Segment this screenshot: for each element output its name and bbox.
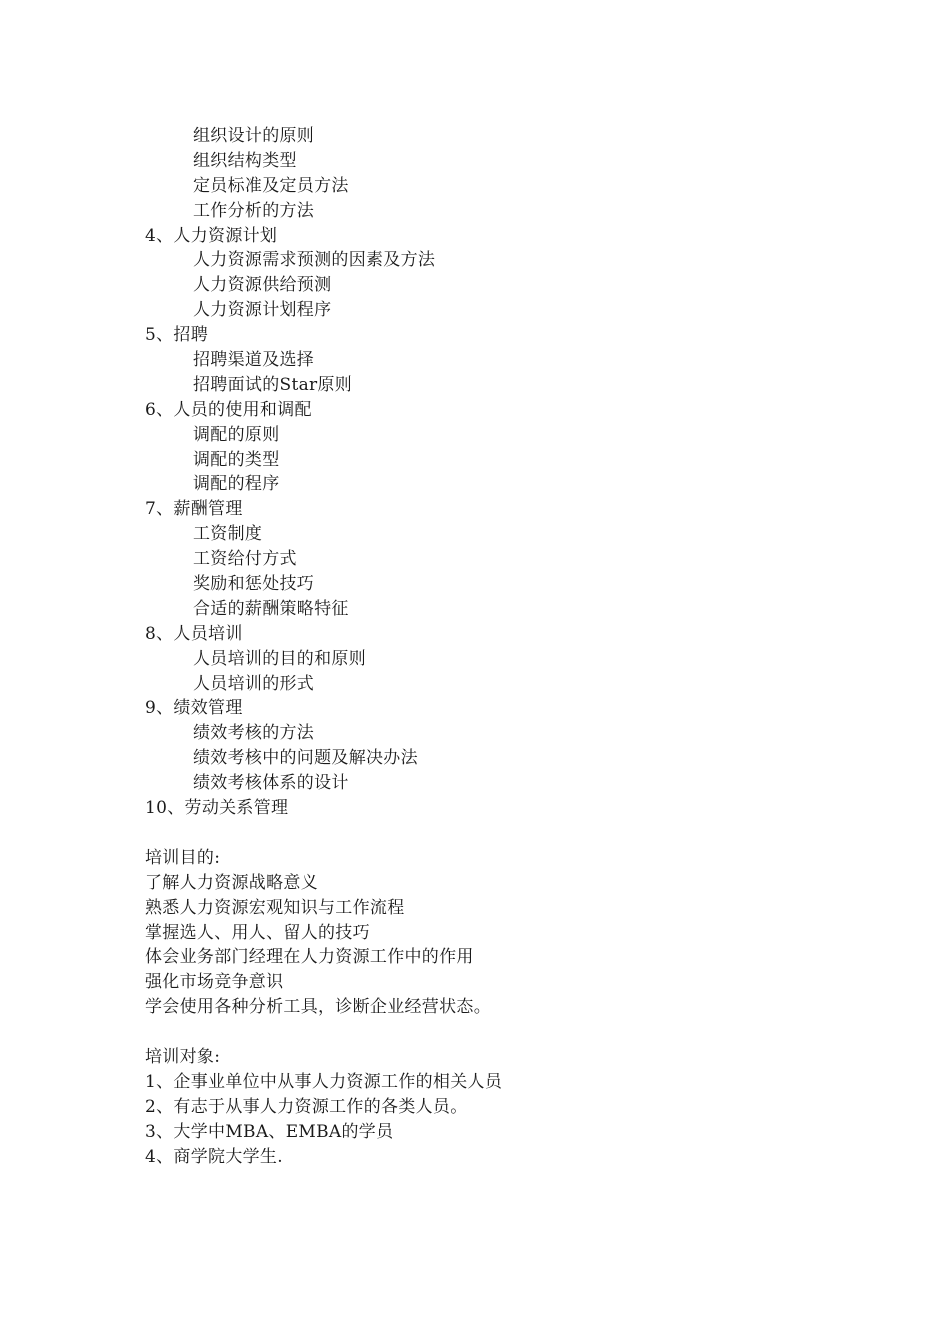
objective-item: 学会使用各种分析工具，诊断企业经营状态。 [145,997,491,1018]
audience-item: 1、企事业单位中从事人力资源工作的相关人员 [145,1071,503,1092]
outline-subitem: 人员培训的形式 [193,673,315,694]
objectives-heading: 培训目的: [145,847,221,868]
outline-subitem: 工作分析的方法 [193,200,315,221]
outline-subitem: 工资制度 [193,524,263,545]
outline-subitem: 绩效考核中的问题及解决办法 [193,748,418,769]
paragraph-spacer [145,1020,865,1045]
outline-section-title: 7、薪酬管理 [145,499,243,520]
outline-subitem: 人力资源需求预测的因素及方法 [193,250,436,271]
outline-subitem: 定员标准及定员方法 [193,175,349,196]
outline-subitem: 人力资源供给预测 [193,275,332,296]
outline-subitem: 调配的原则 [193,424,280,445]
objective-item: 体会业务部门经理在人力资源工作中的作用 [145,947,474,968]
outline-section-title: 10、劳动关系管理 [145,798,289,819]
outline-subitem: 人力资源计划程序 [193,300,332,321]
outline-subitem: 组织结构类型 [193,150,297,171]
outline-section-title: 4、人力资源计划 [145,225,278,246]
outline-subitem: 人员培训的目的和原则 [193,648,366,669]
outline-subitem: 组织设计的原则 [193,126,315,146]
paragraph-spacer [145,821,865,846]
outline-subitem: 招聘面试的Star原则 [193,374,353,395]
document-page [145,124,865,1169]
objective-item: 掌握选人、用人、留人的技巧 [145,922,370,943]
outline-subitem: 调配的程序 [193,474,280,495]
outline-subitem: 奖励和惩处技巧 [193,574,315,595]
outline-subitem: 绩效考核体系的设计 [193,773,349,794]
outline-section-title: 6、人员的使用和调配 [145,399,312,420]
outline-section-title: 8、人员培训 [145,623,243,644]
outline-section-title: 5、招聘 [145,325,209,346]
audience-item: 3、大学中MBA、EMBA的学员 [145,1121,394,1142]
audience-item: 4、商学院大学生. [145,1146,283,1167]
outline-subitem: 合适的薪酬策略特征 [193,598,349,619]
objective-item: 强化市场竞争意识 [145,972,284,993]
objective-item: 熟悉人力资源宏观知识与工作流程 [145,897,405,918]
audience-heading: 培训对象: [145,1046,221,1067]
outline-section-title: 9、绩效管理 [145,698,243,719]
outline-subitem: 绩效考核的方法 [193,723,315,744]
outline-subitem: 调配的类型 [193,449,280,470]
outline-subitem: 工资给付方式 [193,549,297,570]
audience-item: 2、有志于从事人力资源工作的各类人员。 [145,1096,468,1117]
objective-item: 了解人力资源战略意义 [145,872,318,893]
outline-subitem: 招聘渠道及选择 [193,350,315,371]
